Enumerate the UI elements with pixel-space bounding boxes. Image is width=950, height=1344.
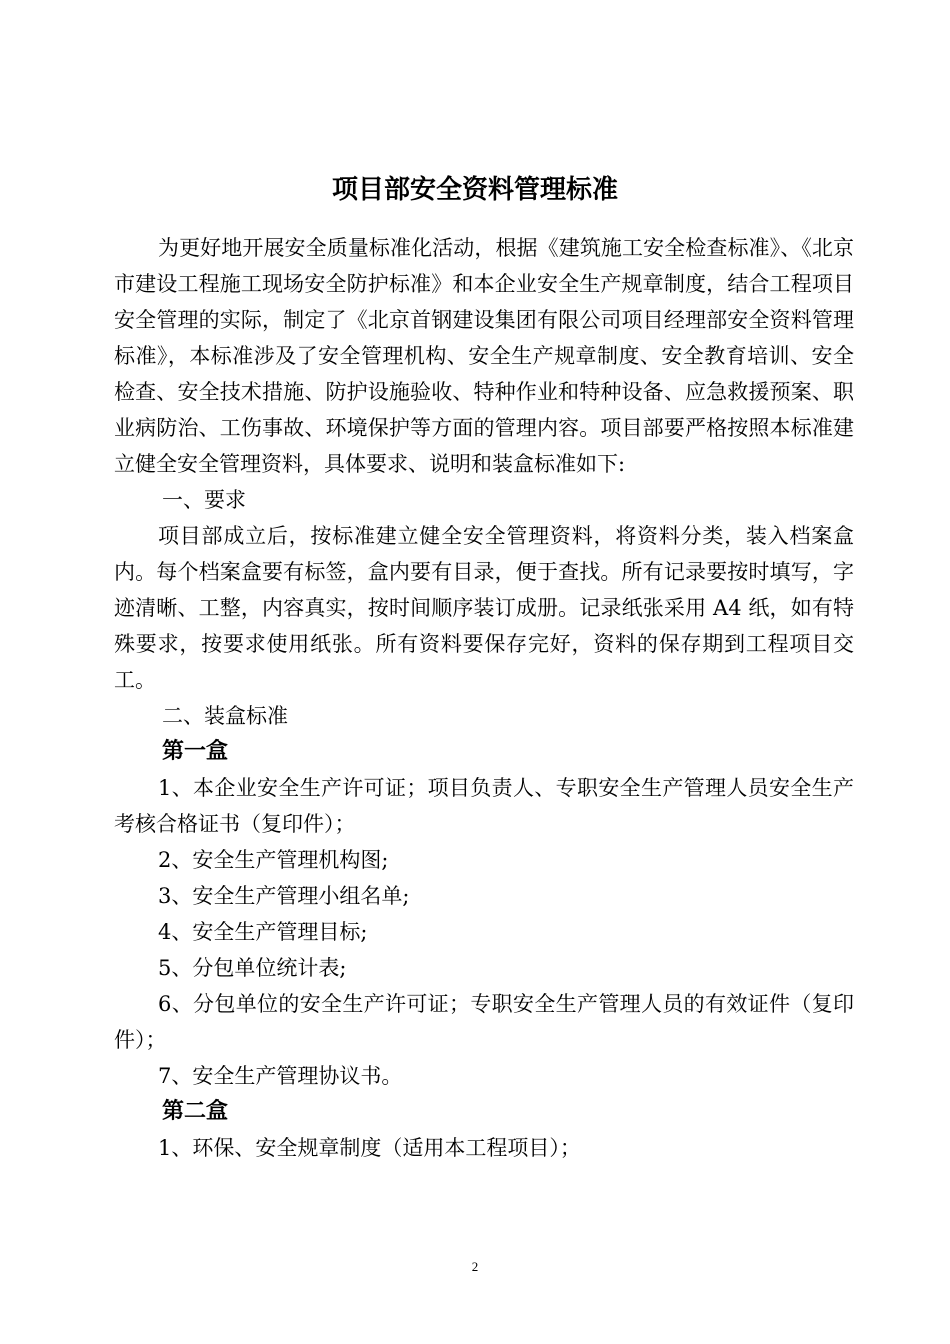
box-title-2: 第二盒 [162, 1099, 229, 1124]
list-item: 6、分包单位的安全生产许可证；专职安全生产管理人员的有效证件（复印件）； [114, 992, 854, 1052]
list-item: 1、本企业安全生产许可证；项目负责人、专职安全生产管理人员安全生产考核合格证书（复印件）； [114, 776, 854, 836]
requirements-paragraph: 项目部成立后，按标准建立健全安全管理资料，将资料分类，装入档案盒内。每个档案盒要有标签，盒内要有目录，便于查找。所有记录要按时填写，字迹清晰、工整，内容真实，按时间顺序装订成册。记录纸张采用 A4 纸，如有特殊要求，按要求使用纸张。所有资料要保存完好，资料的保存期到工程项目交工。 [114, 524, 854, 692]
section-heading-box-standard: 二、装盒标准 [162, 704, 288, 728]
list-item: 7、安全生产管理协议书。 [158, 1064, 403, 1088]
list-item: 3、安全生产管理小组名单; [158, 884, 410, 908]
list-item: 2、安全生产管理机构图; [158, 848, 389, 872]
document-body [114, 230, 854, 1166]
intro-paragraph: 为更好地开展安全质量标准化活动，根据《建筑施工安全检查标准》、《北京市建设工程施工现场安全防护标准》和本企业安全生产规章制度，结合工程项目安全管理的实际，制定了《北京首钢建设集团有限公司项目经理部安全资料管理标准》，本标准涉及了安全管理机构、安全生产规章制度、安全教育培训、安全检查、安全技术措施、防护设施验收、特种作业和特种设备、应急救援预案、职业病防治、工伤事故、环境保护等方面的管理内容。项目部要严格按照本标准建立健全安全管理资料，具体要求、说明和装盒标准如下: [114, 236, 854, 476]
list-item: 5、分包单位统计表; [158, 956, 347, 980]
box-title-1: 第一盒 [162, 739, 229, 764]
list-item: 4、安全生产管理目标; [158, 920, 368, 944]
document-title: 项目部安全资料管理标准 [331, 175, 618, 205]
list-item: 1、环保、安全规章制度（适用本工程项目）； [158, 1136, 581, 1160]
page-number: 2 [471, 1259, 479, 1274]
section-heading-requirements: 一、要求 [162, 488, 246, 512]
